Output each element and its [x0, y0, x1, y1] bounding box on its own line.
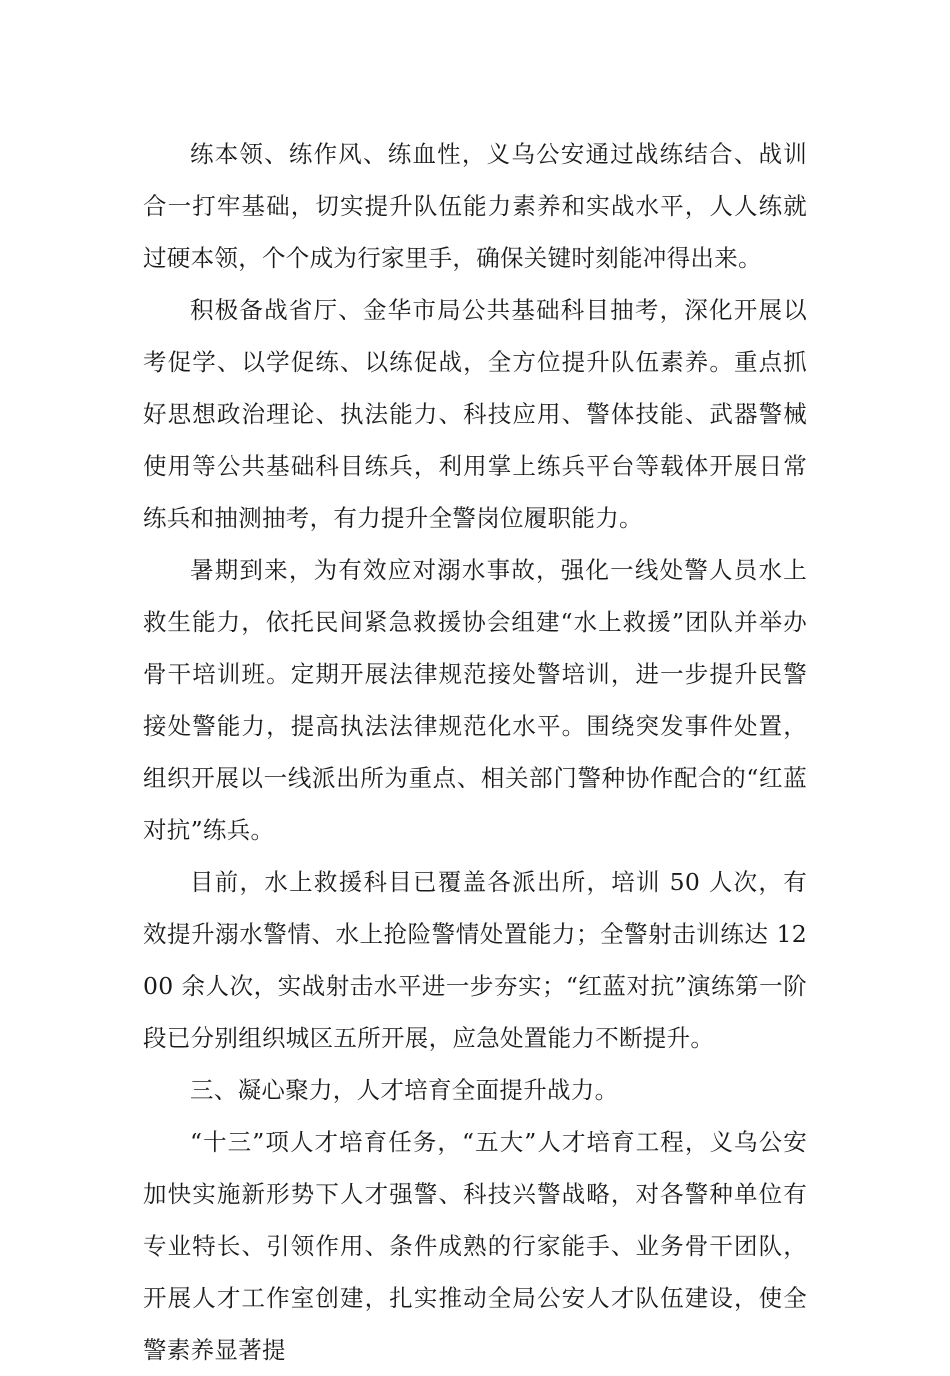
- section-heading-talent-cultivation: 三、凝心聚力，人才培育全面提升战力。: [190, 1076, 619, 1104]
- paragraph-training-results: 目前，水上救援科目已覆盖各派出所，培训 50 人次，有效提升溺水警情、水上抢险警情处置能力；全警射击训练达 1200 余人次，实战射击水平进一步夯实；“红蓝对抗”演练第一阶段已分别组织城区五所开展，应急处置能力不断提升。: [143, 868, 807, 1052]
- paragraph-exam-preparation: 积极备战省厅、金华市局公共基础科目抽考，深化开展以考促学、以学促练、以练促战，全方位提升队伍素养。重点抓好思想政治理论、执法能力、科技应用、警体技能、武器警械使用等公共基础科目练兵，利用掌上练兵平台等载体开展日常练兵和抽测抽考，有力提升全警岗位履职能力。: [143, 296, 807, 532]
- paragraph-training-overview: 练本领、练作风、练血性，义乌公安通过战练结合、战训合一打牢基础，切实提升队伍能力素养和实战水平，人人练就过硬本领，个个成为行家里手，确保关键时刻能冲得出来。: [143, 140, 807, 272]
- paragraph-water-rescue-training: 暑期到来，为有效应对溺水事故，强化一线处警人员水上救生能力，依托民间紧急救援协会组建“水上救援”团队并举办骨干培训班。定期开展法律规范接处警培训，进一步提升民警接处警能力，提高执法法律规范化水平。围绕突发事件处置，组织开展以一线派出所为重点、相关部门警种协作配合的“红蓝对抗”练兵。: [143, 556, 807, 844]
- paragraph-talent-projects: “十三”项人才培育任务，“五大”人才培育工程，义乌公安加快实施新形势下人才强警、科技兴警战略，对各警种单位有专业特长、引领作用、条件成熟的行家能手、业务骨干团队，开展人才工作室创建，扎实推动全局公安人才队伍建设，使全警素养显著提: [143, 1128, 807, 1364]
- document-body: [143, 128, 807, 1376]
